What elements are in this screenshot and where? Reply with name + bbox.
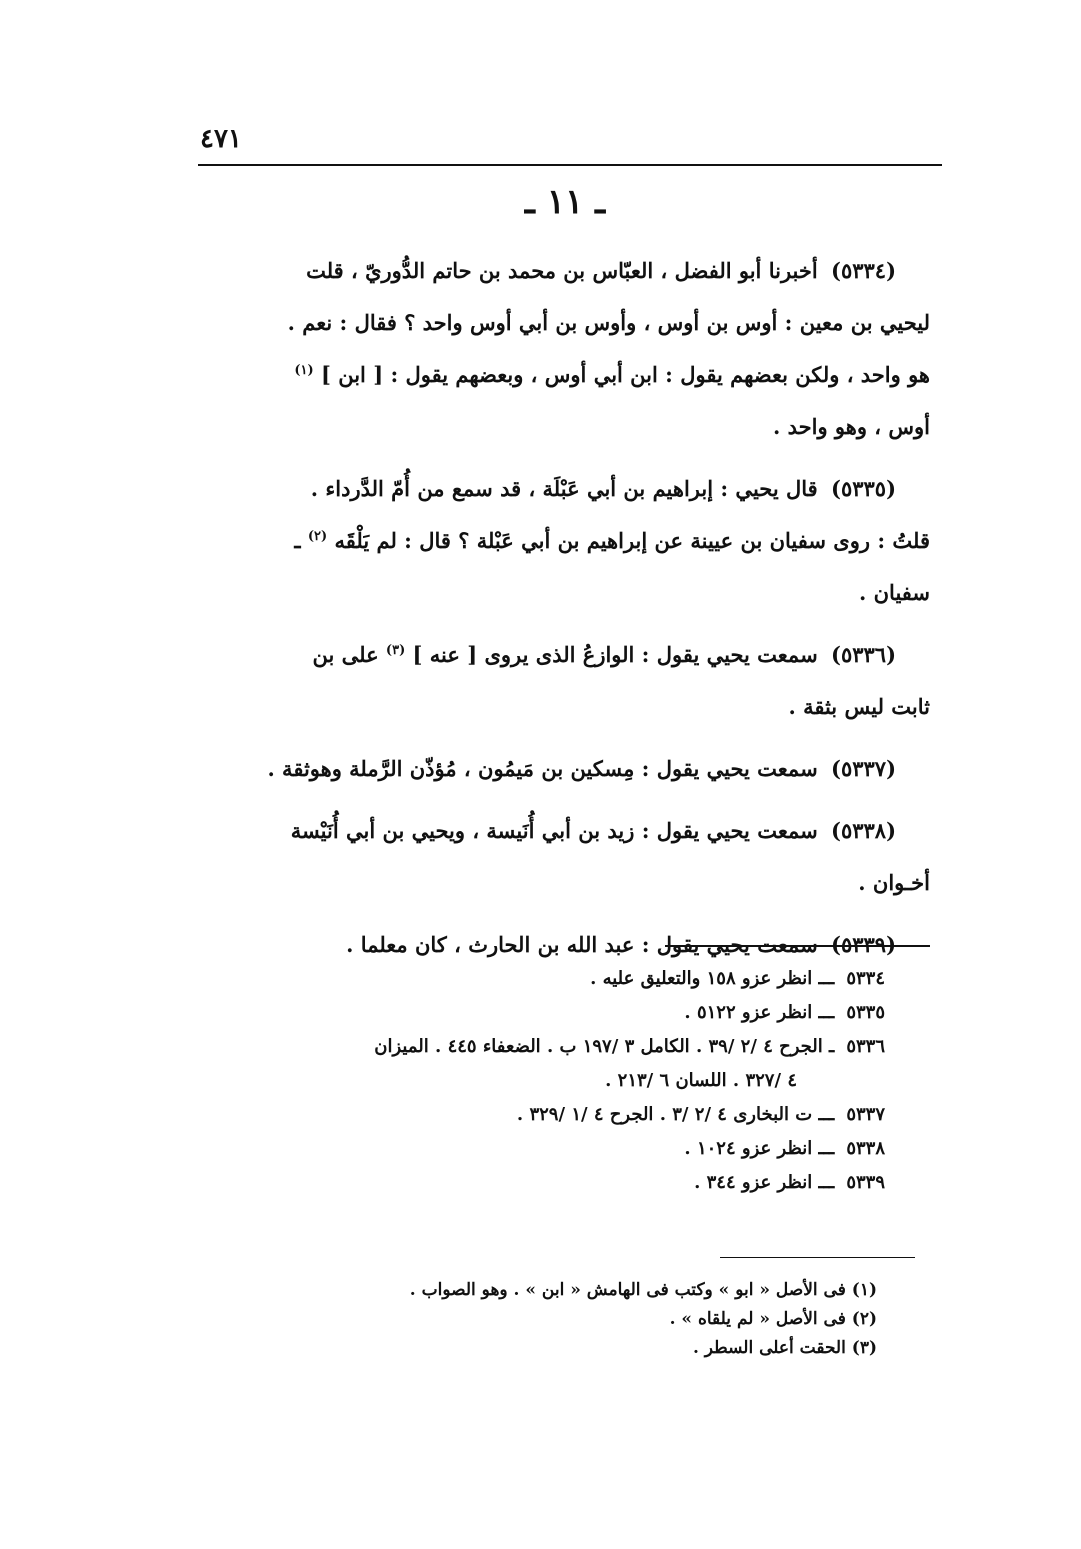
footnote-2: (٢) فى الأصل « لم يلقاه » .: [669, 1309, 877, 1329]
note-5338: [205, 1132, 885, 1166]
entry-line: سمعت يحيي يقول : عبد الله بن الحارث ، كان معلما .: [346, 932, 818, 957]
entry-5334: [205, 245, 930, 453]
entry-line: على بن: [312, 642, 379, 667]
footnote-1: (١) فى الأصل « ابو » وكتب فى الهامش « ابن » . وهو الصواب .: [409, 1280, 877, 1300]
entry-line: سمعت يحيي يقول : مِسكين بن مَيمُون ، مُؤذّن الرَّملة وهوثقة .: [267, 756, 818, 781]
note-5337: [205, 1098, 885, 1132]
note-text: ـ الجرح ٤ /٢ /٣٩ . الكامل ٣ /١٩٧ ب . الضعفاء ٤٤٥ . الميزان: [374, 1036, 835, 1057]
note-text: ـــ انظر عزو ٥١٢٢ .: [684, 1002, 835, 1023]
note-id: ٥٣٣٩: [846, 1172, 885, 1193]
entry-ref: (٥٣٣٦): [831, 642, 896, 667]
note-id: ٥٣٣٧: [846, 1104, 885, 1125]
entry-line: قال يحيي : إبراهيم بن أبي عَبْلَة ، قد سمع من أُمّ الدَّرداء .: [310, 476, 818, 501]
entry-line: أوس ، وهو واحد .: [773, 414, 930, 439]
source-notes: [205, 962, 885, 1200]
note-5334: [205, 962, 885, 996]
entry-line: قلتُ : روى سفيان بن عيينة عن إبراهيم بن أبي عَبْلة ؟ قال : لم يَلْقَه: [334, 528, 930, 553]
entry-line: ليحيي بن معين : أوس بن أوس ، وأوس بن أبي أوس واحد ؟ فقال : نعم .: [287, 310, 930, 335]
entry-ref: (٥٣٣٥): [831, 476, 896, 501]
note-text: ـــ انظر عزو ١٠٢٤ .: [684, 1138, 835, 1159]
footnote-marker: (١): [294, 363, 314, 378]
note-5336-continuation: ٤ /٣٢٧ . اللسان ٦ /٢١٣ .: [605, 1070, 797, 1091]
entry-5337: [205, 743, 930, 795]
entry-ref: (٥٣٣٤): [831, 258, 896, 283]
entry-ref: (٥٣٣٨): [831, 818, 896, 843]
page-number: ٤٧١: [200, 124, 242, 154]
entry-line: أخبرنا أبو الفضل ، العبّاس بن محمد بن حاتم الدُّوريّ ، قلت: [306, 258, 818, 283]
entry-line: سمعت يحيي يقول : الوازعُ الذى يروى [ عنه ]: [412, 642, 818, 667]
footnote-marker: (٢): [307, 529, 328, 544]
entry-line: أخـوان .: [858, 870, 930, 895]
note-text: ـــ ت البخارى ٤ /٢ /٣ . الجرح ٤ /١ /٣٢٩ .: [516, 1104, 835, 1125]
entry-5336: [205, 629, 930, 733]
entry-ref: (٥٣٣٧): [831, 756, 896, 781]
footnotes-separator: [720, 1257, 915, 1258]
note-5339: [205, 1166, 885, 1200]
footnote-marker: (٣): [385, 643, 406, 658]
header-rule: [198, 164, 942, 166]
section-heading: ـ ١١ ـ: [524, 182, 606, 222]
note-5335: [205, 996, 885, 1030]
notes-separator: [665, 945, 930, 947]
footnote-3: (٣) الحقت أعلى السطر .: [692, 1338, 877, 1358]
note-id: ٥٣٣٦: [846, 1036, 885, 1057]
entry-5338: [205, 805, 930, 909]
entry-line: سمعت يحيي يقول : زيد بن أبي أُنَيسة ، ويحيي بن أبي أُنَيْسة: [290, 818, 818, 843]
note-5336: [205, 1030, 885, 1064]
note-id: ٥٣٣٥: [846, 1002, 885, 1023]
note-id: ٥٣٣٤: [846, 968, 885, 989]
entry-line: ثابت ليس بثقة .: [788, 694, 930, 719]
footnotes: [245, 1276, 877, 1363]
entry-line: هو واحد ، ولكن بعضهم يقول : ابن أبي أوس ، وبعضهم يقول : [ ابن ]: [320, 362, 930, 387]
note-text: ـــ انظر عزو ٣٤٤ .: [694, 1172, 835, 1193]
entry-ref: (٥٣٣٩): [831, 932, 896, 957]
main-text: [205, 245, 930, 981]
entry-5335: (٥٣٣٥) قال يحيي : إبراهيم بن أبي عَبْلَة ، قد سمع من أُمّ الدَّرداء . قلتُ : روى سفيان بن عيينة عن إبراهيم بن أبي عَبْلة ؟ قال : لم يَلْقَه $^{(٢)}$ ـ سفيان .: [205, 463, 930, 619]
note-text: ـــ انظر عزو ١٥٨ والتعليق عليه .: [590, 968, 835, 989]
note-id: ٥٣٣٨: [846, 1138, 885, 1159]
entry-line: سفيان .: [859, 580, 930, 605]
